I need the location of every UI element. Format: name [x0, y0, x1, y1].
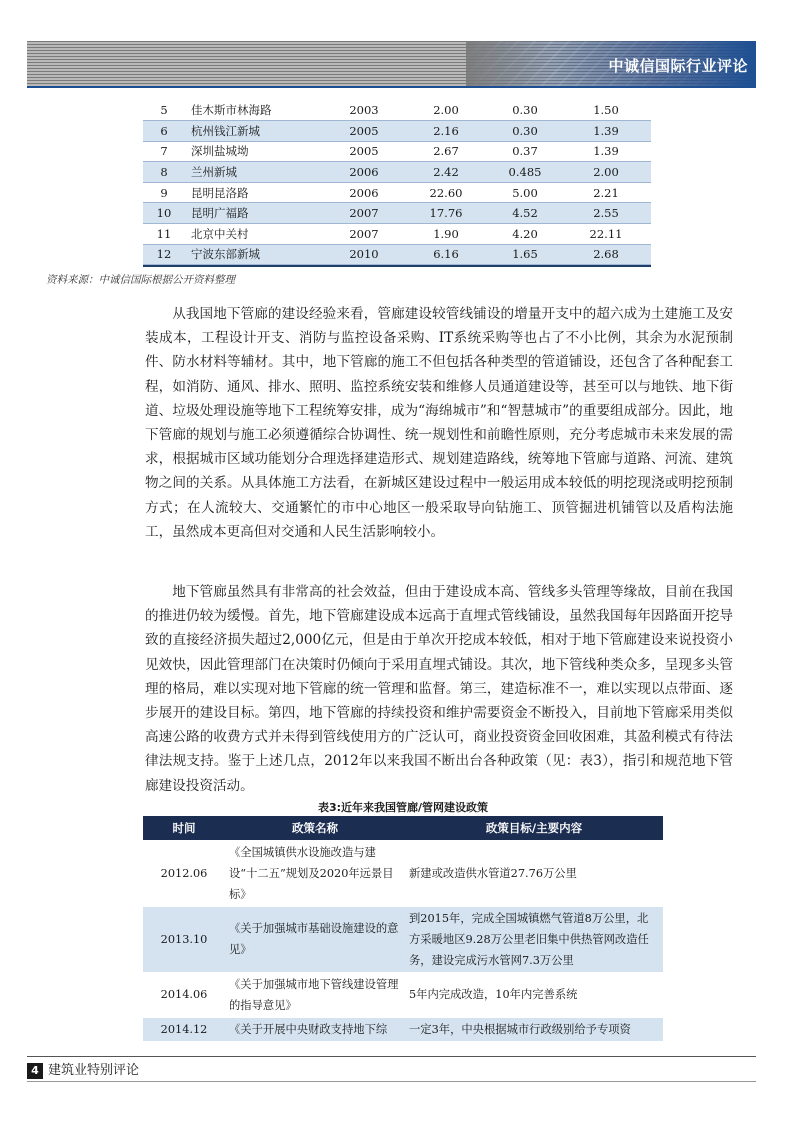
policy-table [143, 816, 663, 1042]
cell-time: 2012.06 [160, 866, 208, 880]
table-row [143, 100, 651, 121]
cell-goal: 新建或改造供水管道27.76万公里 [409, 866, 577, 880]
cell-value: 1.50 [593, 103, 619, 118]
cell-no: 8 [160, 165, 168, 180]
cell-value: 2.42 [433, 165, 459, 180]
data-source-note: 资料来源：中诚信国际根据公开资料整理 [46, 274, 235, 286]
cell-value: 0.485 [508, 165, 542, 180]
cell-value: 2.21 [593, 185, 619, 200]
table-row [143, 182, 651, 203]
cell-value: 4.20 [512, 226, 538, 241]
cell-value: 17.76 [429, 206, 463, 221]
cell-no: 6 [160, 123, 168, 138]
cell-value: 2.16 [433, 123, 459, 138]
cell-policy-name: 《关于加强城市地下管线建设管理的指导意见》 [229, 977, 399, 1012]
header-policy-name: 政策名称 [225, 816, 405, 840]
cell-name: 北京中关村 [191, 226, 249, 241]
project-cost-table [143, 100, 651, 265]
table-row [143, 840, 663, 906]
cell-value: 4.52 [512, 206, 538, 221]
cell-goal: 5年内完成改造，10年内完善系统 [409, 988, 578, 1001]
header-banner [466, 41, 756, 86]
cell-name: 昆明广福路 [191, 206, 249, 221]
cell-value: 2.00 [433, 103, 459, 118]
page-number: 4 [27, 1063, 43, 1079]
table-row [143, 121, 651, 142]
cell-name: 宁波东部新城 [191, 247, 260, 262]
cell-value: 1.65 [512, 247, 538, 262]
cell-no: 7 [160, 144, 168, 159]
cell-no: 9 [160, 185, 168, 200]
cell-name: 昆明昆洛路 [191, 185, 249, 200]
cell-name: 深圳盐城坳 [191, 144, 249, 159]
cell-value: 5.00 [512, 185, 538, 200]
footer-title: 建筑业特别评论 [48, 1063, 140, 1078]
publication-title: 中诚信国际行业评论 [608, 57, 748, 75]
cell-policy-name: 《关于加强城市基础设施建设的意见》 [229, 922, 399, 956]
cell-no: 10 [156, 206, 172, 221]
cell-time: 2014.06 [160, 988, 208, 1001]
cell-goal: 一定3年，中央根据城市行政级别给予专项资 [409, 1022, 631, 1036]
body-paragraph-2: 地下管廊虽然具有非常高的社会效益，但由于建设成本高、管线多头管理等缘故，目前在我国的推进仍较为缓慢。首先，地下管廊建设成本远高于直埋式管线铺设，虽然我国每年因路面开挖导致的直接经济损失超过2,000亿元，但是由于单次开挖成本较低，相对于地下管廊建设来说投资小见效快，因此管理部门在决策时仍倾向于采用直埋式铺设。其次，地下管线种类众多，呈现多头管理的格局，难以实现对地下管廊的统一管理和监督。第三，建造标准不一，难以实现以点带面、逐步展开的建设目标。第四，地下管廊的持续投资和维护需要资金不断投入，目前地下管廊采用类似高速公路的收费方式并未得到管线使用方的广泛认可，商业投资资金回收困难，其盈利模式有待法律法规支持。鉴于上述几点，2012年以来我国不断出台各种政策（见：表3），指引和规范地下管廊建设投资活动。 [145, 584, 733, 794]
cell-value: 1.39 [593, 144, 619, 159]
cell-goal: 到2015年，完成全国城镇燃气管道8万公里，北方采暖地区9.28万公里老旧集中供热管网改造任务，建设完成污水管网7.3万公里 [409, 911, 649, 967]
cell-value: 0.30 [512, 123, 538, 138]
cell-value: 2.55 [593, 206, 619, 221]
cell-value: 2.67 [433, 144, 459, 159]
cell-no: 11 [156, 226, 172, 241]
table-row [143, 972, 663, 1017]
cell-name: 杭州钱江新城 [191, 123, 260, 138]
table-row [143, 244, 651, 265]
cell-year: 2005 [349, 144, 379, 159]
header-time: 时间 [143, 816, 225, 840]
cell-value: 1.90 [433, 226, 459, 241]
cell-year: 2007 [349, 206, 379, 221]
cell-year: 2005 [349, 123, 379, 138]
header-goal: 政策目标/主要内容 [405, 816, 663, 840]
cell-name: 兰州新城 [191, 165, 237, 180]
table-header-row [143, 816, 663, 840]
cell-time: 2013.10 [160, 932, 208, 946]
cell-no: 12 [156, 247, 172, 262]
cell-value: 0.30 [512, 103, 538, 118]
table-row [143, 224, 651, 245]
table-row [143, 906, 663, 972]
table-row [143, 203, 651, 224]
body-paragraph-1: 从我国地下管廊的建设经验来看，管廊建设较管线铺设的增量开支中的超六成为土建施工及安装成本，工程设计开支、消防与监控设备采购、IT系统采购等也占了不小比例，其余为水泥预制件、防水材料等辅材。其中，地下管廊的施工不但包括各种类型的管道铺设，还包含了各种配套工程，如消防、通风、排水、照明、监控系统安装和维修人员通道建设等，甚至可以与地铁、地下街道、垃圾处理设施等地下工程统筹安排，成为“海绵城市”和“智慧城市”的重要组成部分。因此，地下管廊的规划与施工必须遵循综合协调性、统一规划性和前瞻性原则，充分考虑城市未来发展的需求，根据城市区域功能划分合理选择建造形式、规划建造路线，统筹地下管廊与道路、河流、建筑物之间的关系。从具体施工方法看，在新城区建设过程中一般运用成本较低的明挖现浇或明挖预制方式；在人流较大、交通繁忙的市中心地区一般采取导向钻施工、顶管掘进机铺管以及盾构法施工，虽然成本更高但对交通和人民生活影响较小。 [145, 306, 733, 540]
cell-no: 5 [160, 103, 168, 118]
cell-time: 2014.12 [160, 1022, 208, 1036]
cell-year: 2010 [349, 247, 379, 262]
footer-rule [27, 1081, 756, 1082]
cell-value: 6.16 [433, 247, 459, 262]
footer-divider [27, 1056, 756, 1057]
cell-policy-name: 《关于开展中央财政支持地下综 [229, 1022, 388, 1036]
table-bottom-rule [143, 265, 651, 267]
cell-year: 2006 [349, 165, 379, 180]
table-caption: 表3:近年来我国管廊/管网建设政策 [317, 801, 489, 814]
header-divider [27, 86, 756, 88]
cell-value: 2.68 [593, 247, 619, 262]
cell-value: 1.39 [593, 123, 619, 138]
header-band [27, 41, 756, 86]
cell-value: 2.00 [593, 165, 619, 180]
cell-name: 佳木斯市林海路 [191, 103, 272, 118]
cell-value: 0.37 [512, 144, 538, 159]
cell-year: 2003 [349, 103, 379, 118]
table-row [143, 141, 651, 162]
cell-policy-name: 《全国城镇供水设施改造与建设“十二五”规划及2020年远景目标》 [229, 845, 394, 901]
cell-year: 2007 [349, 226, 379, 241]
cell-value: 22.11 [589, 226, 623, 241]
table-row [143, 162, 651, 183]
cell-value: 22.60 [429, 185, 463, 200]
cell-year: 2006 [349, 185, 379, 200]
table-row [143, 1017, 663, 1041]
